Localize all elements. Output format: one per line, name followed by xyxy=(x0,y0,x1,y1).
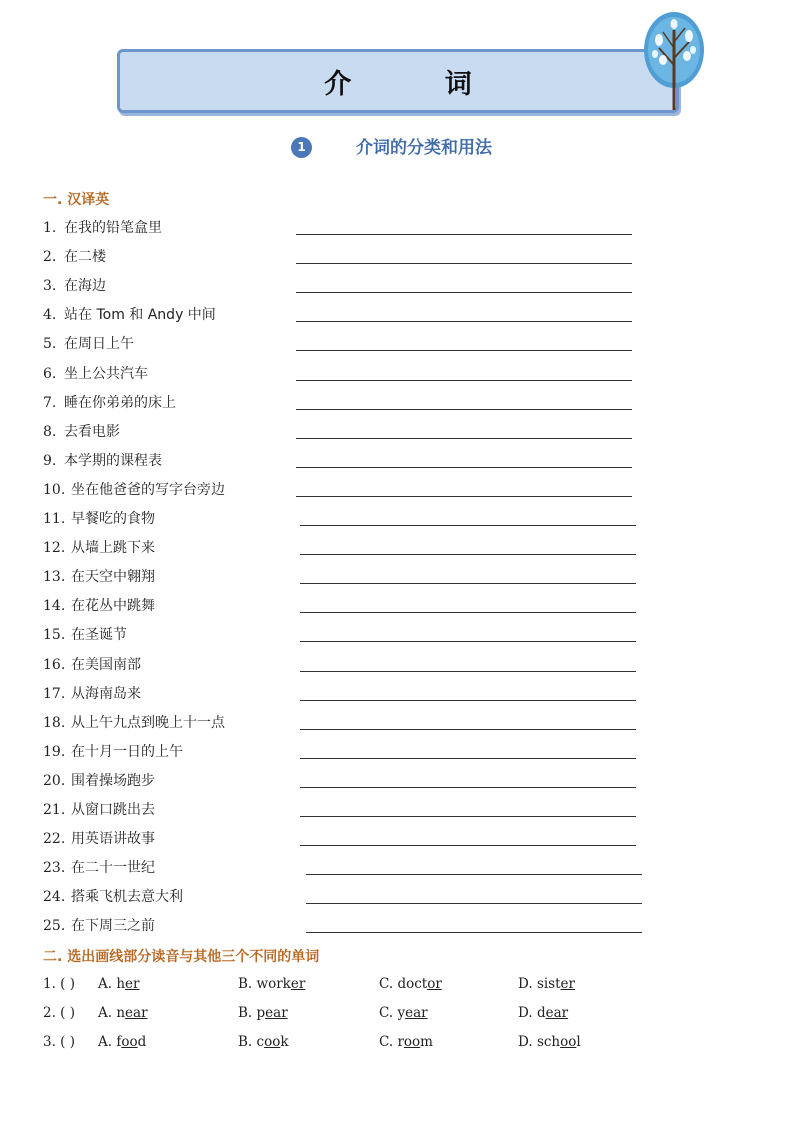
item-text: 在花丛中跳舞 xyxy=(71,598,155,615)
item-number: 4. xyxy=(43,307,57,324)
translation-item xyxy=(43,858,155,878)
translation-item xyxy=(43,451,162,471)
title-banner xyxy=(117,49,679,113)
translation-item xyxy=(43,625,127,645)
item-text: 在我的铅笔盒里 xyxy=(64,220,162,236)
option-b: B. pear xyxy=(238,1005,288,1021)
translation-item xyxy=(43,596,155,616)
part1-heading: 一. 汉译英 xyxy=(43,192,110,208)
translation-item xyxy=(43,509,155,529)
item-text: 睡在你弟弟的床上 xyxy=(64,394,176,411)
answer-line[interactable] xyxy=(296,409,632,410)
answer-line[interactable] xyxy=(296,496,632,497)
translation-item xyxy=(43,742,183,762)
question-number[interactable]: 3. ( ) xyxy=(43,1034,75,1050)
option-c: C. room xyxy=(379,1034,433,1050)
answer-line[interactable] xyxy=(300,583,636,584)
translation-item xyxy=(43,422,120,442)
item-number: 15. xyxy=(43,627,66,644)
answer-line[interactable] xyxy=(306,903,642,904)
translation-item xyxy=(43,305,216,325)
item-text: 从海南岛来 xyxy=(71,685,141,702)
item-text: 在圣诞节 xyxy=(71,627,127,644)
translation-item xyxy=(43,771,155,791)
answer-line[interactable] xyxy=(296,321,632,322)
item-text: 本学期的课程表 xyxy=(64,452,162,469)
translation-item xyxy=(43,713,225,733)
answer-line[interactable] xyxy=(296,467,632,468)
translation-item xyxy=(43,916,155,936)
item-number: 19. xyxy=(43,743,66,760)
option-d: D. sister xyxy=(518,976,575,992)
option-a: A. food xyxy=(98,1034,147,1050)
item-text: 坐上公共汽车 xyxy=(64,365,148,382)
item-number: 20. xyxy=(43,772,66,789)
answer-line[interactable] xyxy=(300,700,636,701)
answer-line[interactable] xyxy=(300,641,636,642)
option-c: C. year xyxy=(379,1005,428,1021)
item-number: 18. xyxy=(43,714,66,731)
item-text: 从窗口跳出去 xyxy=(71,802,155,818)
item-text: 在下周三之前 xyxy=(71,918,155,935)
answer-line[interactable] xyxy=(300,671,636,672)
option-a: A. her xyxy=(98,976,140,992)
answer-line[interactable] xyxy=(300,525,636,526)
item-number: 21. xyxy=(43,802,66,818)
option-b: B. cook xyxy=(238,1034,289,1050)
translation-item xyxy=(43,393,176,413)
item-text: 在海边 xyxy=(64,278,106,295)
item-text: 在天空中翱翔 xyxy=(71,569,155,586)
translation-item xyxy=(43,655,141,675)
answer-line[interactable] xyxy=(306,874,642,875)
translation-item xyxy=(43,364,148,384)
item-number: 10. xyxy=(43,481,66,498)
answer-line[interactable] xyxy=(300,554,636,555)
part2-heading: 二. 选出画线部分读音与其他三个不同的单词 xyxy=(43,949,320,965)
answer-line[interactable] xyxy=(296,438,632,439)
item-text: 站在 Tom 和 Andy 中间 xyxy=(64,307,216,324)
item-text: 早餐吃的食物 xyxy=(71,511,155,527)
translation-item xyxy=(43,887,183,907)
answer-line[interactable] xyxy=(300,729,636,730)
answer-line[interactable] xyxy=(300,612,636,613)
item-number: 23. xyxy=(43,860,66,877)
answer-line[interactable] xyxy=(300,845,636,846)
item-number: 6. xyxy=(43,365,57,382)
page-title: 介 词 xyxy=(324,69,514,100)
item-number: 16. xyxy=(43,656,66,673)
item-number: 9. xyxy=(43,452,57,469)
item-number: 11. xyxy=(43,511,66,527)
translation-item xyxy=(43,276,106,296)
item-number: 14. xyxy=(43,598,66,615)
answer-line[interactable] xyxy=(296,380,632,381)
translation-item xyxy=(43,480,225,500)
item-number: 12. xyxy=(43,540,66,557)
item-text: 在二楼 xyxy=(64,249,106,266)
item-text: 在美国南部 xyxy=(71,656,141,673)
item-number: 3. xyxy=(43,278,57,295)
item-text: 在二十一世纪 xyxy=(71,860,155,877)
translation-item xyxy=(43,218,162,238)
translation-item xyxy=(43,684,141,704)
option-c: C. doctor xyxy=(379,976,442,992)
item-number: 13. xyxy=(43,569,66,586)
answer-line[interactable] xyxy=(300,787,636,788)
item-number: 2. xyxy=(43,249,57,266)
translation-item xyxy=(43,800,155,820)
option-d: D. dear xyxy=(518,1005,569,1021)
item-text: 从墙上跳下来 xyxy=(71,540,155,557)
item-number: 25. xyxy=(43,918,66,935)
answer-line[interactable] xyxy=(296,263,632,264)
answer-line[interactable] xyxy=(300,816,636,817)
item-number: 1. xyxy=(43,220,57,236)
translation-item xyxy=(43,538,155,558)
item-text: 从上午九点到晚上十一点 xyxy=(71,714,225,731)
item-text: 坐在他爸爸的写字台旁边 xyxy=(71,481,225,498)
item-number: 22. xyxy=(43,831,66,848)
option-d: D. school xyxy=(518,1034,581,1050)
item-number: 17. xyxy=(43,685,66,702)
answer-line[interactable] xyxy=(306,932,642,933)
translation-item xyxy=(43,334,134,354)
item-text: 搭乘飞机去意大利 xyxy=(71,889,183,906)
tree-icon xyxy=(641,10,707,110)
option-b: B. worker xyxy=(238,976,306,992)
item-text: 在十月一日的上午 xyxy=(71,743,183,760)
answer-line[interactable] xyxy=(296,350,632,351)
item-text: 去看电影 xyxy=(64,423,120,440)
answer-line[interactable] xyxy=(296,292,632,293)
item-text: 围着操场跑步 xyxy=(71,772,155,789)
item-number: 7. xyxy=(43,394,57,411)
answer-line[interactable] xyxy=(300,758,636,759)
section-number-badge: 1 xyxy=(291,137,312,158)
translation-item xyxy=(43,247,106,267)
question-number[interactable]: 2. ( ) xyxy=(43,1005,75,1021)
item-text: 在周日上午 xyxy=(64,336,134,353)
answer-line[interactable] xyxy=(296,234,632,235)
item-number: 5. xyxy=(43,336,57,353)
translation-item xyxy=(43,829,155,849)
question-number[interactable]: 1. ( ) xyxy=(43,976,75,992)
item-number: 8. xyxy=(43,423,57,440)
option-a: A. near xyxy=(98,1005,148,1021)
translation-item xyxy=(43,567,155,587)
item-number: 24. xyxy=(43,889,66,906)
section-title: 介词的分类和用法 xyxy=(356,138,492,158)
item-text: 用英语讲故事 xyxy=(71,831,155,848)
